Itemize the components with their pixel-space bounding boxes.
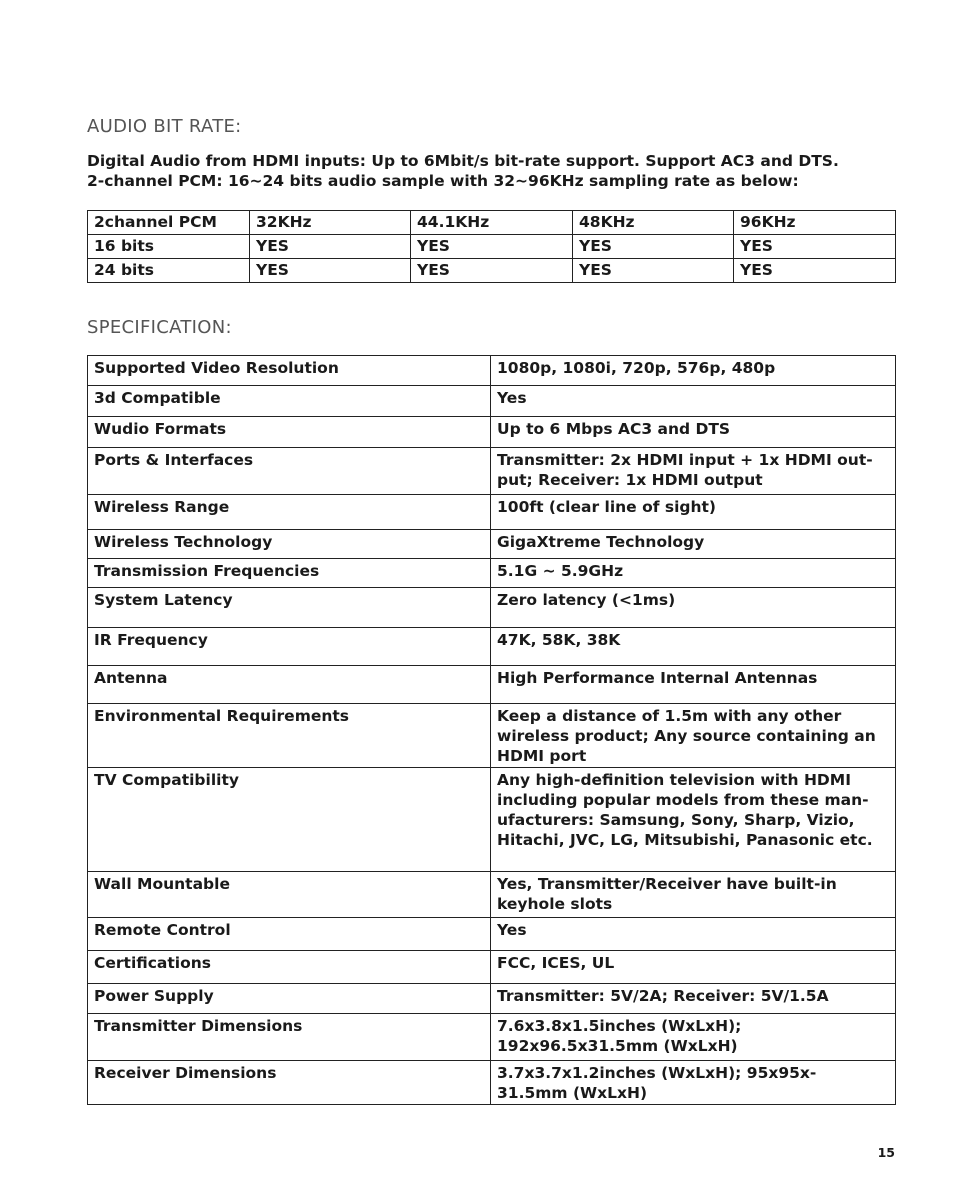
spec-label: Transmitter Dimensions — [88, 1014, 491, 1061]
page-number: 15 — [877, 1145, 895, 1160]
specification-heading: SPECIFICATION: — [87, 317, 232, 338]
audio-table-row — [88, 235, 896, 259]
audio-table-cell: YES — [250, 259, 411, 283]
audio-bit-rate-table — [87, 210, 896, 283]
spec-row — [88, 768, 896, 872]
spec-value: Yes — [491, 918, 896, 951]
spec-label: Receiver Dimensions — [88, 1061, 491, 1105]
spec-label: Remote Control — [88, 918, 491, 951]
audio-intro-line-1: Digital Audio from HDMI inputs: Up to 6Mbit/s bit-rate support. Support AC3 and DTS. — [87, 152, 839, 170]
spec-label: 3d Compatible — [88, 386, 491, 417]
audio-table-cell: YES — [734, 259, 896, 283]
spec-value: Yes, Transmitter/Receiver have built-in keyhole slots — [491, 872, 896, 918]
spec-value: Up to 6 Mbps AC3 and DTS — [491, 417, 896, 448]
spec-label: Wall Mountable — [88, 872, 491, 918]
audio-table-cell: 24 bits — [88, 259, 250, 283]
spec-row — [88, 1014, 896, 1061]
audio-table-header-cell: 2channel PCM — [88, 211, 250, 235]
spec-row — [88, 984, 896, 1014]
spec-value: Zero latency (<1ms) — [491, 588, 896, 628]
spec-row — [88, 666, 896, 704]
spec-row — [88, 559, 896, 588]
spec-row — [88, 417, 896, 448]
spec-label: Wudio Formats — [88, 417, 491, 448]
audio-table-cell: YES — [573, 259, 734, 283]
spec-row — [88, 530, 896, 559]
spec-value: High Performance Internal Antennas — [491, 666, 896, 704]
spec-value: 1080p, 1080i, 720p, 576p, 480p — [491, 356, 896, 386]
audio-table-header-cell: 32KHz — [250, 211, 411, 235]
audio-table-header-cell: 44.1KHz — [411, 211, 573, 235]
spec-label: Wireless Range — [88, 495, 491, 530]
spec-label: Transmission Frequencies — [88, 559, 491, 588]
audio-table-row — [88, 259, 896, 283]
audio-table-cell: YES — [734, 235, 896, 259]
audio-table-header-row — [88, 211, 896, 235]
spec-label: Wireless Technology — [88, 530, 491, 559]
spec-label: Power Supply — [88, 984, 491, 1014]
spec-value: Transmitter: 5V/2A; Receiver: 5V/1.5A — [491, 984, 896, 1014]
spec-value: 100ft (clear line of sight) — [491, 495, 896, 530]
spec-value: Any high-definition television with HDMI including popular models from these man- ufacturers: Samsung, Sony, Sharp, Vizio, Hitachi, JVC, LG, Mitsubishi, Panasonic etc. — [491, 768, 896, 872]
spec-row — [88, 495, 896, 530]
spec-row — [88, 1061, 896, 1105]
spec-row — [88, 918, 896, 951]
audio-bit-rate-heading: AUDIO BIT RATE: — [87, 116, 242, 137]
spec-value: 3.7x3.7x1.2inches (WxLxH); 95x95x- 31.5mm (WxLxH) — [491, 1061, 896, 1105]
audio-intro-text — [87, 151, 907, 191]
spec-label: Supported Video Resolution — [88, 356, 491, 386]
spec-value: Keep a distance of 1.5m with any other wireless product; Any source containing an HDMI port — [491, 704, 896, 768]
spec-value: 7.6x3.8x1.5inches (WxLxH); 192x96.5x31.5mm (WxLxH) — [491, 1014, 896, 1061]
spec-row — [88, 386, 896, 417]
spec-row — [88, 588, 896, 628]
spec-label: Environmental Requirements — [88, 704, 491, 768]
spec-label: System Latency — [88, 588, 491, 628]
spec-value: Transmitter: 2x HDMI input + 1x HDMI out- put; Receiver: 1x HDMI output — [491, 448, 896, 495]
audio-table-cell: 16 bits — [88, 235, 250, 259]
audio-table-cell: YES — [573, 235, 734, 259]
audio-table-cell: YES — [411, 259, 573, 283]
spec-label: Certifications — [88, 951, 491, 984]
spec-row — [88, 448, 896, 495]
spec-value: 47K, 58K, 38K — [491, 628, 896, 666]
spec-value: FCC, ICES, UL — [491, 951, 896, 984]
spec-value: GigaXtreme Technology — [491, 530, 896, 559]
spec-label: Antenna — [88, 666, 491, 704]
spec-row — [88, 951, 896, 984]
audio-table-cell: YES — [250, 235, 411, 259]
spec-row — [88, 704, 896, 768]
specification-table — [87, 355, 896, 1105]
spec-value: Yes — [491, 386, 896, 417]
spec-row — [88, 872, 896, 918]
spec-row — [88, 628, 896, 666]
spec-label: TV Compatibility — [88, 768, 491, 872]
audio-table-header-cell: 48KHz — [573, 211, 734, 235]
audio-intro-line-2: 2-channel PCM: 16~24 bits audio sample with 32~96KHz sampling rate as below: — [87, 172, 799, 190]
spec-row — [88, 356, 896, 386]
spec-value: 5.1G ~ 5.9GHz — [491, 559, 896, 588]
spec-label: Ports & Interfaces — [88, 448, 491, 495]
audio-table-cell: YES — [411, 235, 573, 259]
spec-label: IR Frequency — [88, 628, 491, 666]
audio-table-header-cell: 96KHz — [734, 211, 896, 235]
